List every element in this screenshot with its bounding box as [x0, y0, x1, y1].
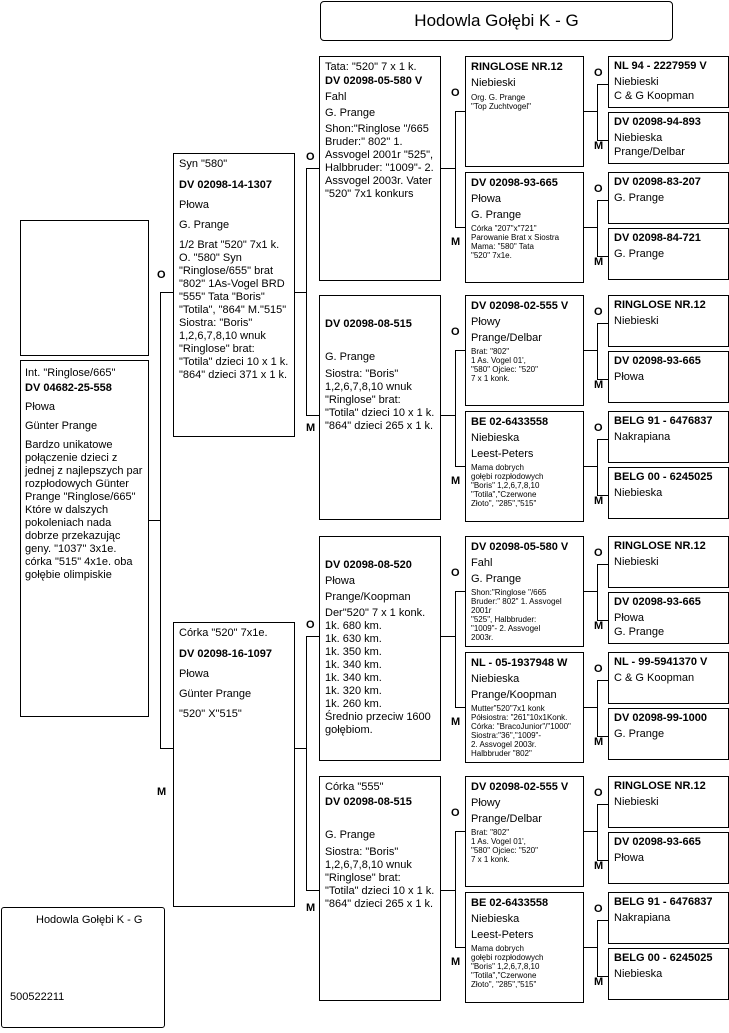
gen4-breeder: G. Prange — [614, 626, 665, 638]
connector-line — [455, 591, 456, 707]
gen4-color: Płowa — [614, 612, 644, 624]
connector-line — [441, 636, 455, 637]
gen4-ring: DV 02098-99-1000 — [614, 712, 707, 724]
marker-o: O — [306, 619, 315, 631]
marker-m: M — [451, 956, 461, 968]
gen4-ring: RINGLOSE NR.12 — [614, 540, 706, 552]
gen4-color: Niebieski — [614, 315, 659, 327]
marker-m: M — [594, 140, 604, 152]
gen4-ancestor-card — [608, 832, 729, 884]
gen4-ring: RINGLOSE NR.12 — [614, 299, 706, 311]
maternal-grandmother-card — [319, 776, 441, 1001]
gen4-ancestor-card — [608, 56, 729, 108]
connector-line — [584, 466, 597, 467]
marker-m: M — [306, 902, 316, 914]
ggp-color: Niebieska — [471, 432, 520, 444]
gen4-ancestor-card — [608, 652, 729, 704]
gp-notes: Shon:"Ringlose "/665 Bruder:" 802" 1. Assvogel 2001r "525", Halbbruder: "1009"- 2. Assvogel 2003r. Vater "520" 7x1 konkurs — [325, 123, 434, 200]
connector-line — [597, 439, 608, 440]
gen4-color: Niebieska — [614, 487, 663, 499]
connector-line — [597, 84, 598, 140]
gp-color: Płowa — [325, 575, 355, 587]
ggp-notes: Mutter"520"7x1 konk Półsiostra: "261"10x1Konk. Córka: "BracoJunior"/"1000" Siostra:"36","1009"- 2. Assvogel 2003r. Halbbruder "802" — [471, 704, 571, 758]
father-notes: 1/2 Brat "520" 7x1 k. O. "580" Syn "Ringlose/655" brat "802" 1As-Vogel BRD "555" Tata "Boris" "Totila", "864" M."515" Siostra: "Boris" 1,2,6,7,8,10 wnuk "Ringlose" brat: "Totila" dzieci 10 x 1 k. "864" dzieci 371 x 1 k. — [179, 239, 289, 381]
connector-line — [455, 111, 465, 112]
gen4-ancestor-card — [608, 592, 729, 644]
marker-m: M — [594, 860, 604, 872]
connector-line — [455, 111, 456, 227]
ggp-color: Płowy — [471, 797, 501, 809]
gen4-breeder: G. Prange — [614, 248, 665, 260]
maternal-grandfather-card — [319, 536, 441, 761]
connector-line — [597, 323, 608, 324]
connector-line — [584, 111, 597, 112]
photo-frame — [20, 220, 149, 356]
gen4-color: Niebieska — [614, 968, 663, 980]
ggp-notes: Mama dobrych gołębi rozpłodowych "Boris" 1,2,6,7,8,10 "Totila","Czerwone Złoto", "285","515" — [471, 944, 544, 989]
marker-o: O — [594, 547, 603, 559]
great-grandparent-card — [465, 536, 584, 647]
connector-line — [597, 84, 608, 85]
gp-color: Fahl — [325, 91, 347, 103]
gp-breeder: G. Prange — [325, 351, 376, 363]
ggp-ring: BE 02-6433558 — [471, 416, 549, 428]
gen4-ring: DV 02098-83-207 — [614, 176, 701, 188]
connector-line — [597, 920, 608, 921]
connector-line — [597, 680, 608, 681]
gen4-breeder: G. Prange — [614, 192, 665, 204]
gen4-ring: DV 02098-93-665 — [614, 836, 701, 848]
great-grandparent-card — [465, 56, 584, 167]
marker-o: O — [594, 663, 603, 675]
marker-m: M — [594, 976, 604, 988]
gen4-ring: BELG 91 - 6476837 — [614, 415, 713, 427]
gen4-ancestor-card — [608, 172, 729, 224]
main-bird-ring: DV 04682-25-558 — [25, 382, 112, 394]
pedigree-title: Hodowla Gołębi K - G — [320, 1, 673, 41]
marker-m: M — [594, 256, 604, 268]
marker-m: M — [594, 736, 604, 748]
connector-line — [584, 227, 597, 228]
connector-line — [584, 591, 597, 592]
connector-line — [597, 439, 598, 495]
gp-breeder: G. Prange — [325, 829, 376, 841]
ggp-ring: DV 02098-02-555 V — [471, 781, 569, 793]
ggp-color: Niebieska — [471, 673, 520, 685]
ggp-breeder: Prange/Delbar — [471, 813, 542, 825]
ggp-notes: Brat: "802" 1 As. Vogel 01', "580" Ojciec: "520" 7 x 1 konk. — [471, 828, 538, 864]
ggp-notes: Org. G. Prange "Top Zuchtvogel" — [471, 93, 531, 111]
gp-ring: DV 02098-08-520 — [325, 559, 412, 571]
ggp-ring: BE 02-6433558 — [471, 897, 549, 909]
gp-ring: DV 02098-05-580 V — [325, 75, 423, 87]
marker-o: O — [451, 326, 460, 338]
ggp-breeder: Leest-Peters — [471, 929, 534, 941]
marker-o: O — [594, 183, 603, 195]
paternal-grandfather-card — [319, 56, 441, 281]
father-head: Syn "580" — [179, 158, 228, 170]
father-card — [173, 153, 295, 437]
gen4-color: Niebieski — [614, 796, 659, 808]
marker-m: M — [306, 422, 316, 434]
gen4-color: Niebieski — [614, 76, 659, 88]
connector-line — [584, 707, 597, 708]
gen4-color: Płowa — [614, 852, 644, 864]
marker-o: O — [594, 422, 603, 434]
gen4-color: Nakrapiana — [614, 912, 671, 924]
marker-m: M — [451, 475, 461, 487]
connector-line — [455, 831, 465, 832]
gen4-breeder: Prange/Delbar — [614, 146, 685, 158]
gen4-ancestor-card — [608, 467, 729, 519]
gen4-ancestor-card — [608, 536, 729, 588]
great-grandparent-card — [465, 295, 584, 406]
marker-o: O — [306, 151, 315, 163]
connector-line — [455, 831, 456, 947]
connector-line — [455, 591, 465, 592]
connector-line — [597, 564, 608, 565]
great-grandparent-card — [465, 892, 584, 1003]
gp-notes: Siostra: "Boris" 1,2,6,7,8,10 wnuk "Ringlose" brat: "Totila" dzieci 10 x 1 k. "864" dzieci 265 x 1 k. — [325, 846, 435, 910]
great-grandparent-card — [465, 411, 584, 522]
ggp-ring: DV 02098-02-555 V — [471, 300, 569, 312]
gen4-breeder: C & G Koopman — [614, 90, 695, 102]
mother-head: Córka "520" 7x1e. — [179, 627, 268, 639]
connector-line — [455, 350, 465, 351]
connector-line — [455, 707, 465, 708]
ggp-breeder: G. Prange — [471, 573, 522, 585]
ggp-color: Niebieski — [471, 77, 516, 89]
main-bird-description: Bardzo unikatowe połączenie dzieci z jednej z najlepszych par rozpłodowych Günter Prange "Ringlose/665" Które w dalszych pokoleniach nada dobrze przekazując geny. "1037" 3x1e. córka "515" 4x1e. oba gołębie olimpiskie — [25, 439, 143, 581]
marker-m: M — [451, 236, 461, 248]
ggp-ring: NL - 05-1937948 W — [471, 657, 568, 669]
gp-notes: Der"520" 7 x 1 konk. 1k. 680 km. 1k. 630 km. 1k. 350 km. 1k. 340 km. 1k. 340 km. 1k. 320 km. 1k. 260 km. Średnio przeciw 1600 gołębiom. — [325, 607, 431, 736]
father-color: Płowa — [179, 199, 209, 211]
footer-card — [1, 907, 165, 1028]
gen4-breeder: G. Prange — [614, 728, 665, 740]
gen4-ancestor-card — [608, 411, 729, 463]
father-ring: DV 02098-14-1307 — [179, 179, 272, 191]
mother-notes: "520" X"515" — [179, 708, 242, 720]
gen4-ring: RINGLOSE NR.12 — [614, 780, 706, 792]
gen4-ancestor-card — [608, 948, 729, 1000]
connector-line — [455, 947, 465, 948]
mother-color: Płowa — [179, 668, 209, 680]
ggp-breeder: G. Prange — [471, 209, 522, 221]
connector-line — [584, 350, 597, 351]
gp-head: Córka "555" — [325, 781, 384, 793]
marker-m: M — [451, 716, 461, 728]
gen4-color: Płowa — [614, 371, 644, 383]
marker-o: O — [594, 787, 603, 799]
gp-breeder: G. Prange — [325, 107, 376, 119]
ggp-color: Płowa — [471, 193, 501, 205]
gen4-ring: NL 94 - 2227959 V — [614, 60, 707, 72]
connector-line — [441, 415, 455, 416]
marker-o: O — [451, 567, 460, 579]
mother-card — [173, 622, 295, 907]
marker-m: M — [594, 379, 604, 391]
paternal-grandmother-card — [319, 295, 441, 520]
gen4-ancestor-card — [608, 351, 729, 403]
great-grandparent-card — [465, 776, 584, 887]
ggp-notes: Mama dobrych gołębi rozpłodowych "Boris" 1,2,6,7,8,10 "Totila","Czerwone Złoto", "285","515" — [471, 463, 544, 508]
marker-o: O — [594, 903, 603, 915]
main-bird-color: Płowa — [25, 401, 55, 413]
gp-ring: DV 02098-08-515 — [325, 796, 412, 808]
marker-o: O — [157, 269, 166, 281]
ggp-ring: RINGLOSE NR.12 — [471, 61, 563, 73]
footer-name: Hodowla Gołębi K - G — [36, 914, 143, 926]
gen4-ring: BELG 00 - 6245025 — [614, 952, 713, 964]
gen4-breeder: C & G Koopman — [614, 672, 695, 684]
great-grandparent-card — [465, 172, 584, 283]
footer-phone: 500522211 — [10, 991, 65, 1003]
gen4-ancestor-card — [608, 295, 729, 347]
main-bird-breeder: Günter Prange — [25, 420, 98, 432]
gp-notes: Siostra: "Boris" 1,2,6,7,8,10 wnuk "Ringlose" brat: "Totila" dzieci 10 x 1 k. "864" dzieci 265 x 1 k. — [325, 368, 435, 432]
marker-m: M — [157, 786, 167, 798]
connector-line — [597, 920, 598, 976]
main-bird-name: Int. "Ringlose/665" — [25, 367, 116, 379]
ggp-notes: Shon:"Ringlose "/665 Bruder:" 802" 1. Assvogel 2001r "525", Halbbruder: "1009"- 2. Assvogel 2003r. — [471, 588, 562, 642]
marker-o: O — [451, 87, 460, 99]
gen4-ring: NL - 99-5941370 V — [614, 656, 708, 668]
marker-o: O — [594, 306, 603, 318]
connector-line — [441, 890, 455, 891]
ggp-ring: DV 02098-93-665 — [471, 177, 558, 189]
marker-m: M — [594, 620, 604, 632]
main-bird-card — [20, 360, 149, 717]
gp-ring: DV 02098-08-515 — [325, 318, 412, 330]
gen4-ring: DV 02098-93-665 — [614, 596, 701, 608]
father-breeder: G. Prange — [179, 219, 230, 231]
connector-line — [584, 831, 597, 832]
ggp-breeder: Prange/Koopman — [471, 689, 557, 701]
gen4-ancestor-card — [608, 708, 729, 760]
connector-line — [597, 804, 598, 860]
connector-line — [597, 804, 608, 805]
connector-line — [455, 466, 465, 467]
gen4-color: Niebieska — [614, 132, 663, 144]
ggp-breeder: Leest-Peters — [471, 448, 534, 460]
gen4-ring: DV 02098-93-665 — [614, 355, 701, 367]
connector-line — [597, 564, 598, 620]
connector-line — [455, 350, 456, 466]
connector-line — [584, 947, 597, 948]
mother-ring: DV 02098-16-1097 — [179, 648, 272, 660]
ggp-color: Niebieska — [471, 913, 520, 925]
ggp-color: Płowy — [471, 316, 501, 328]
gp-breeder: Prange/Koopman — [325, 591, 411, 603]
gen4-ring: BELG 91 - 6476837 — [614, 896, 713, 908]
great-grandparent-card — [465, 652, 584, 763]
mother-breeder: Günter Prange — [179, 688, 252, 700]
ggp-breeder: Prange/Delbar — [471, 332, 542, 344]
connector-line — [597, 200, 608, 201]
gen4-ancestor-card — [608, 112, 729, 164]
gen4-color: Niebieski — [614, 556, 659, 568]
ggp-ring: DV 02098-05-580 V — [471, 541, 569, 553]
gen4-ancestor-card — [608, 892, 729, 944]
connector-line — [455, 227, 465, 228]
gen4-color: Nakrapiana — [614, 431, 671, 443]
gp-head: Tata: "520" 7 x 1 k. — [325, 61, 417, 73]
marker-o: O — [451, 807, 460, 819]
ggp-notes: Brat: "802" 1 As. Vogel 01', "580" Ojciec: "520" 7 x 1 konk. — [471, 347, 538, 383]
connector-line — [597, 200, 598, 256]
gen4-ring: DV 02098-94-893 — [614, 116, 701, 128]
connector-line — [597, 680, 598, 736]
connector-line — [441, 168, 455, 169]
gen4-ring: BELG 00 - 6245025 — [614, 471, 713, 483]
connector-line — [597, 323, 598, 379]
marker-m: M — [594, 495, 604, 507]
gen4-ancestor-card — [608, 776, 729, 828]
ggp-notes: Córka "207"x"721" Parowanie Brat x Siostra Mama: "580" Tata "520" 7x1e. — [471, 224, 560, 260]
gen4-ancestor-card — [608, 228, 729, 280]
gen4-ring: DV 02098-84-721 — [614, 232, 701, 244]
marker-o: O — [594, 67, 603, 79]
ggp-color: Fahl — [471, 557, 493, 569]
